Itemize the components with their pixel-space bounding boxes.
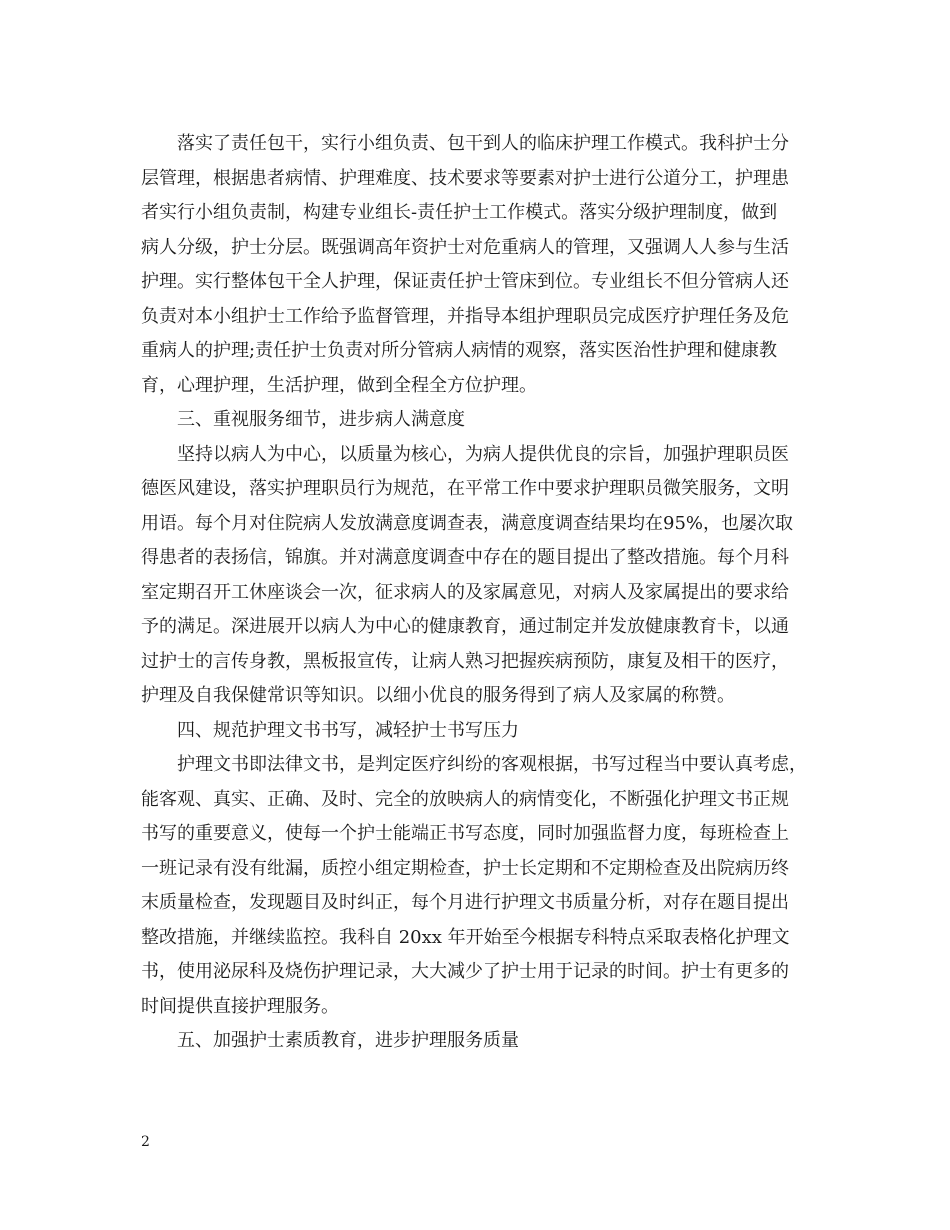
text-line: 护理。实行整体包干全人护理，保证责任护士管床到位。专业组长不但分管病人还 — [141, 271, 789, 292]
text-line: 坚持以病人为中心，以质量为核心，为病人提供优良的宗旨，加强护理职员医 — [177, 443, 789, 465]
text-line: 末质量检查，发现题目及时纠正，每个月进行护理文书质量分析，对存在题目提出 — [141, 892, 789, 913]
text-line: 室定期召开工休座谈会一次，征求病人的及家属意见，对病人及家属提出的要求给 — [141, 581, 789, 603]
text-line: 落实了责任包干，实行小组负责、包干到人的临床护理工作模式。我科护士分 — [177, 133, 789, 154]
text-line: 者实行小组负责制，构建专业组长-责任护士工作模式。落实分级护理制度，做到 — [141, 202, 778, 223]
text-line: 德医风建设，落实护理职员行为规范，在平常工作中要求护理职员微笑服务，文明 — [141, 478, 789, 499]
text-line: 护理及自我保健常识等知识。以细小优良的服务得到了病人及家属的称赞。 — [141, 685, 735, 706]
text-line: 能客观、真实、正确、及时、完全的放映病人的病情变化，不断强化护理文书正规 — [141, 788, 789, 810]
text-line: 护理文书即法律文书，是判定医疗纠纷的客观根据，书写过程当中要认真考虑， — [177, 754, 807, 775]
text-line: 层管理，根据患者病情、护理难度、技术要求等要素对护士进行公道分工，护理患 — [141, 167, 789, 189]
text-line: 得患者的表扬信，锦旗。并对满意度调查中存在的题目提出了整改措施。每个月科 — [141, 547, 789, 568]
text-line: 书写的重要意义，使每一个护士能端正书写态度，同时加强监督力度，每班检查上 — [141, 823, 789, 844]
text-line: 用语。每个月对住院病人发放满意度调查表，满意度调查结果均在95%，也屡次取 — [141, 512, 794, 534]
page-number: 2 — [141, 1134, 150, 1150]
text-line: 重病人的护理;责任护士负责对所分管病人病情的观察，落实医治性护理和健康教 — [141, 340, 778, 361]
text-line: 予的满足。深进展开以病人为中心的健康教育，通过制定并发放健康教育卡，以通 — [141, 616, 789, 637]
text-line: 过护士的言传身教，黑板报宣传，让病人熟习把握疾病预防，康复及相干的医疗， — [141, 650, 789, 672]
text-line: 一班记录有没有纰漏，质控小组定期检查，护士长定期和不定期检查及出院病历终 — [141, 857, 789, 879]
text-line: 病人分级，护士分层。既强调高年资护士对危重病人的管理，又强调人人参与生活 — [141, 236, 789, 258]
text-line: 四、规范护理文书书写，减轻护士书写压力 — [177, 719, 519, 741]
text-line: 时间提供直接护理服务。 — [141, 995, 339, 1017]
text-line: 五、加强护士素质教育，进步护理服务质量 — [177, 1030, 519, 1051]
text-line: 书，使用泌尿科及烧伤护理记录，大大减少了护士用于记录的时间。护士有更多的 — [141, 961, 789, 982]
text-line: 整改措施，并继续监控。我科自 20xx 年开始至今根据专科特点采取表格化护理文 — [141, 926, 790, 948]
document-body — [141, 127, 836, 1059]
text-line: 负责对本小组护士工作给予监督管理，并指导本组护理职员完成医疗护理任务及危 — [141, 305, 789, 327]
text-line: 育，心理护理，生活护理，做到全程全方位护理。 — [141, 374, 537, 396]
text-line: 三、重视服务细节，进步病人满意度 — [177, 409, 465, 430]
